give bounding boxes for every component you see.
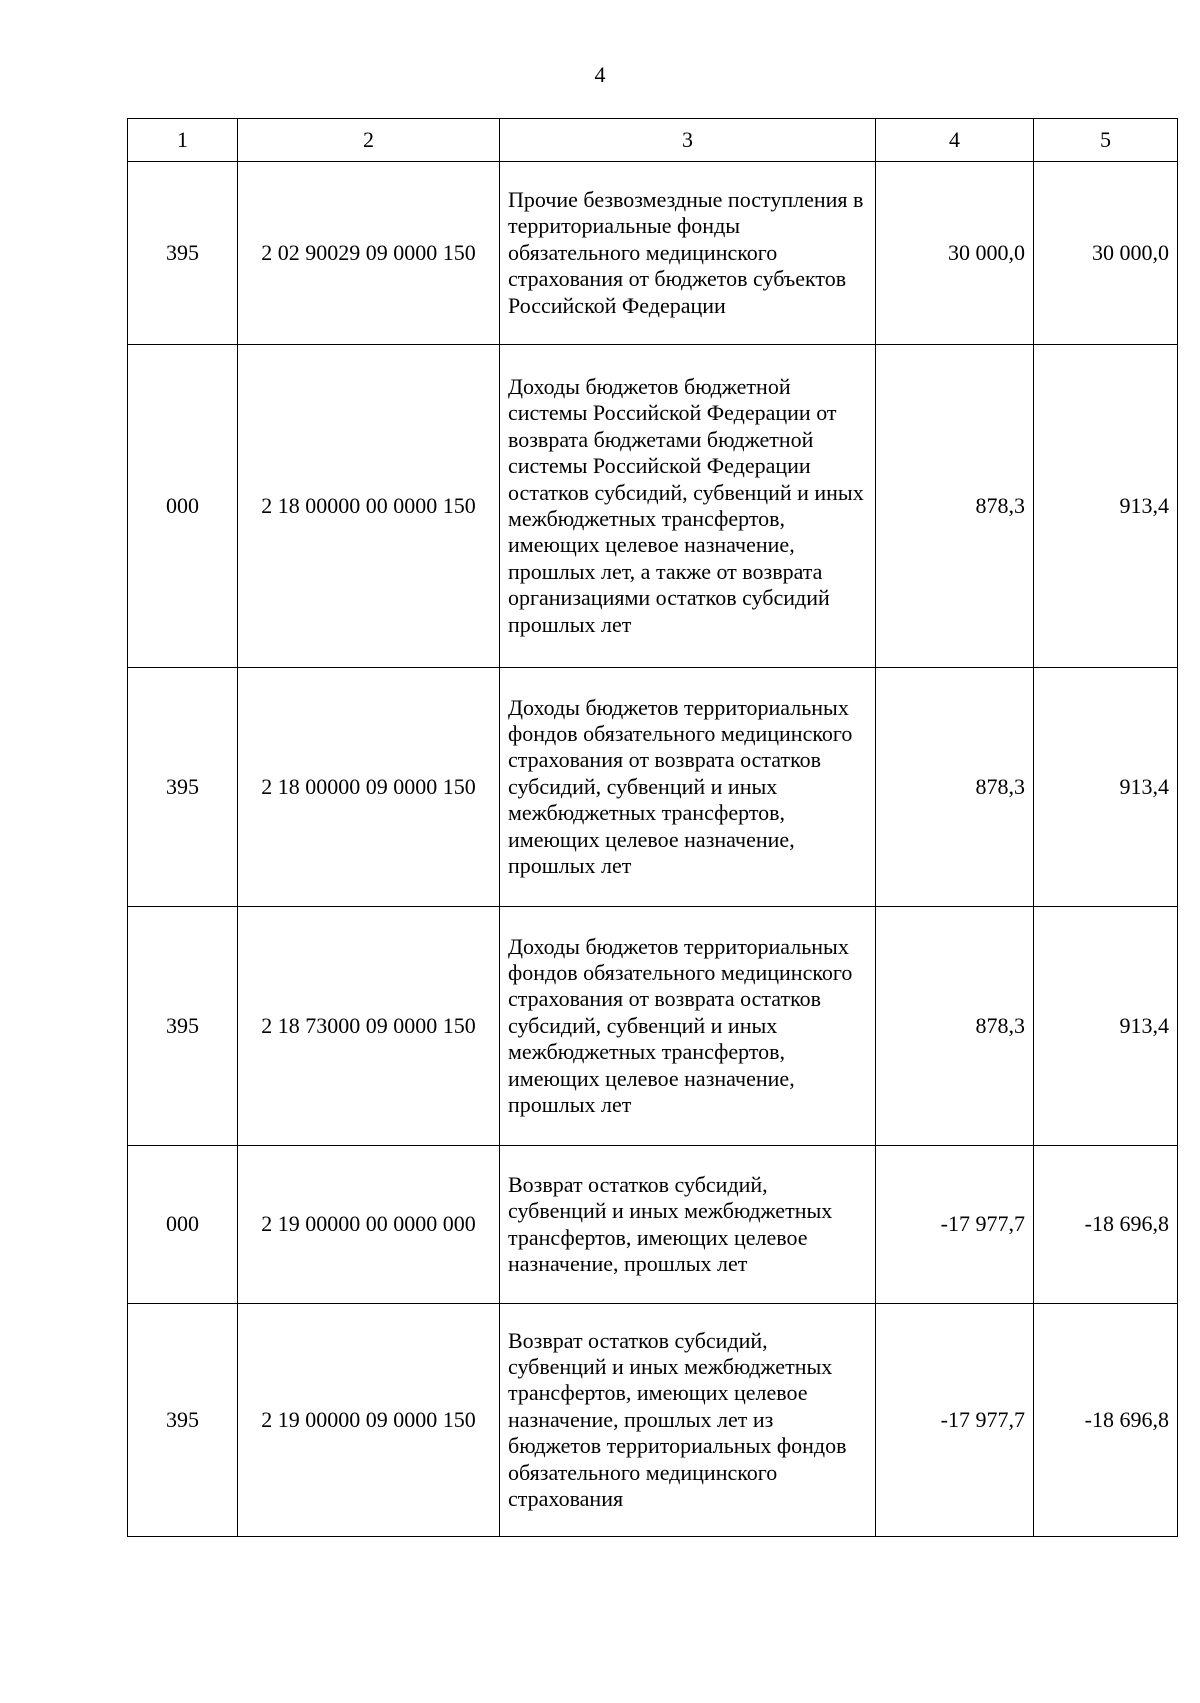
- amount-year2-cell: 913,4: [1034, 907, 1178, 1146]
- page-number: 4: [594, 62, 606, 87]
- table-row: [128, 1304, 1178, 1537]
- table-row: [128, 1146, 1178, 1304]
- amount-year1-cell: 878,3: [876, 907, 1034, 1146]
- header-col-2: 2: [238, 119, 500, 162]
- amount-year2-cell: 30 000,0: [1034, 162, 1178, 345]
- admin-code-cell: 395: [128, 162, 238, 345]
- admin-code-cell: 395: [128, 668, 238, 907]
- amount-year2-cell: -18 696,8: [1034, 1146, 1178, 1304]
- table-row: [128, 907, 1178, 1146]
- amount-year2-cell: 913,4: [1034, 345, 1178, 668]
- income-name-cell: Возврат остатков субсидий, субвенций и иных межбюджетных трансфертов, имеющих целевое назначение, прошлых лет: [500, 1146, 876, 1304]
- table-row: [128, 162, 1178, 345]
- budget-code-cell: 2 18 73000 09 0000 150: [238, 907, 500, 1146]
- amount-year1-cell: 30 000,0: [876, 162, 1034, 345]
- amount-year2-cell: 913,4: [1034, 668, 1178, 907]
- amount-year1-cell: -17 977,7: [876, 1304, 1034, 1537]
- income-name-cell: Доходы бюджетов бюджетной системы Российской Федерации от возврата бюджетами бюджетной системы Российской Федерации остатков субсидий, субвенций и иных межбюджетных трансфертов, имеющих целевое назначение, прошлых лет, а также от возврата организациями остатков субсидий прошлых лет: [500, 345, 876, 668]
- header-col-5: 5: [1034, 119, 1178, 162]
- table-header-row: [128, 119, 1178, 162]
- budget-code-cell: 2 19 00000 09 0000 150: [238, 1304, 500, 1537]
- admin-code-cell: 000: [128, 345, 238, 668]
- budget-code-cell: 2 02 90029 09 0000 150: [238, 162, 500, 345]
- income-name-cell: Доходы бюджетов территориальных фондов обязательного медицинского страхования от возврата остатков субсидий, субвенций и иных межбюджетных трансфертов, имеющих целевое назначение, прошлых лет: [500, 907, 876, 1146]
- admin-code-cell: 000: [128, 1146, 238, 1304]
- header-col-1: 1: [128, 119, 238, 162]
- admin-code-cell: 395: [128, 907, 238, 1146]
- amount-year1-cell: 878,3: [876, 345, 1034, 668]
- income-name-cell: Прочие безвозмездные поступления в территориальные фонды обязательного медицинского страхования от бюджетов субъектов Российской Федерации: [500, 162, 876, 345]
- budget-code-cell: 2 18 00000 00 0000 150: [238, 345, 500, 668]
- header-col-3: 3: [500, 119, 876, 162]
- admin-code-cell: 395: [128, 1304, 238, 1537]
- amount-year1-cell: -17 977,7: [876, 1146, 1034, 1304]
- budget-table: [127, 118, 1178, 1537]
- budget-code-cell: 2 19 00000 00 0000 000: [238, 1146, 500, 1304]
- budget-code-cell: 2 18 00000 09 0000 150: [238, 668, 500, 907]
- amount-year2-cell: -18 696,8: [1034, 1304, 1178, 1537]
- table-row: [128, 345, 1178, 668]
- amount-year1-cell: 878,3: [876, 668, 1034, 907]
- income-name-cell: Возврат остатков субсидий, субвенций и иных межбюджетных трансфертов, имеющих целевое назначение, прошлых лет из бюджетов территориальных фондов обязательного медицинского страхования: [500, 1304, 876, 1537]
- table-row: [128, 668, 1178, 907]
- income-name-cell: Доходы бюджетов территориальных фондов обязательного медицинского страхования от возврата остатков субсидий, субвенций и иных межбюджетных трансфертов, имеющих целевое назначение, прошлых лет: [500, 668, 876, 907]
- header-col-4: 4: [876, 119, 1034, 162]
